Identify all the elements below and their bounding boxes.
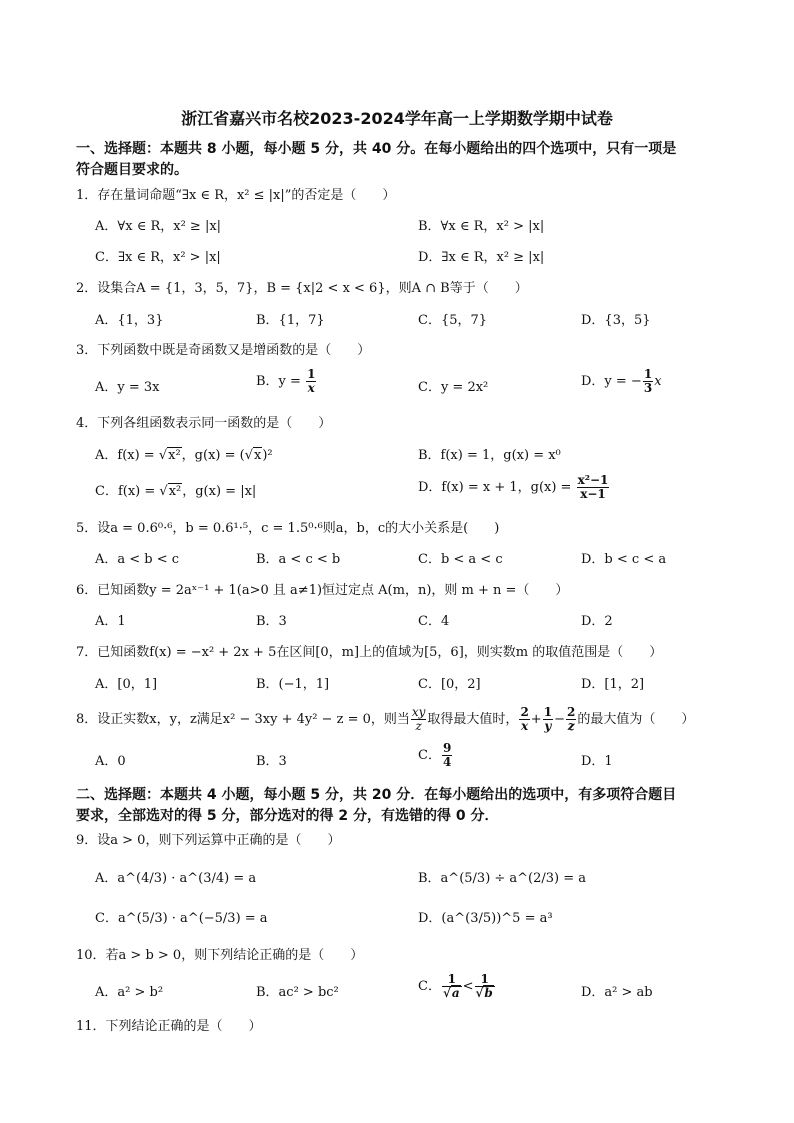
q10-option-b: B．ac² > bc² [256,985,339,1000]
section-2-heading: 二、选择题：本题共 4 小题，每小题 5 分，共 20 分．在每小题给出的选项中，有多项符合题目 要求，全部选对的得 5 分，部分选对的得 2 分，有选错的得 0 分． [76,787,677,824]
fraction: $\frac{1}{√b}$ [475,972,493,1000]
fraction: $\frac{1}{3}$ [643,367,653,395]
q5-option-a: A．a < b < c [95,552,180,567]
question-9: 9．设a > 0，则下列运算中正确的是（ ） [76,833,341,848]
question-8: 8．设正实数x，y，z满足x² − 3xy + 4y² − z = 0，则当 $\frac{xy}{z}$ 取得最大值时， $\frac{2}{x}$ + $\frac{1}{y}$ − $\frac{2}{z}$ 的最大值为（ ） [76,705,695,733]
exam-title: 浙江省嘉兴市名校2023-2024学年高一上学期数学期中试卷 [181,109,613,128]
q6-option-a: A．1 [95,614,126,629]
question-1: 1．存在量词命题“∃x ∈ R，x² ≤ |x|”的否定是（ ） [76,188,396,203]
q10-option-d: D．a² > ab [581,985,653,1000]
q9-option-c: C．a^(5/3) · a^(−5/3) = a [95,911,268,926]
q7-option-c: C．[0，2] [418,677,481,692]
q8-option-c: C． $\frac{9}{4}$ [418,741,452,769]
q5-option-c: C．b < a < c [418,552,503,567]
question-3: 3．下列函数中既是奇函数又是增函数的是（ ） [76,343,371,358]
q4-option-c: C．f(x) = √x²，g(x) = |x| [95,484,257,499]
q8-option-d: D．1 [581,754,613,769]
question-7: 7．已知函数f(x) = −x² + 2x + 5在区间[0，m]上的值域为[5，6]，则实数m 的取值范围是（ ） [76,645,663,660]
fraction: $\frac{1}{x}$ [307,367,316,395]
q2-option-b: B．{1，7} [256,313,325,328]
q9-option-b: B．a^(5/3) ÷ a^(2/3) = a [418,871,587,886]
fraction: $\frac{\text{x²−1}}{x-1}$ [577,473,609,501]
q5-option-b: B．a < c < b [256,552,341,567]
q3-option-c: C．y = 2x² [418,380,489,395]
q5-option-d: D．b < c < a [581,552,667,567]
q4-option-a: A．f(x) = √x²，g(x) = (√x)² [95,448,273,463]
q1-option-c: C．∃x ∈ R，x² > |x| [95,250,221,265]
question-10: 10．若a > b > 0，则下列结论正确的是（ ） [76,948,364,963]
q7-option-d: D．[1，2] [581,677,645,692]
q4-option-d: D．f(x) = x + 1，g(x) = $\frac{\text{x²−1}}{x-1}$ [418,473,609,501]
q6-option-d: D．2 [581,614,613,629]
question-6: 6．已知函数y = 2aˣ⁻¹ + 1(a>0 且 a≠1)恒过定点 A(m，n)，则 m + n =（ ） [76,583,569,598]
q4-option-b: B．f(x) = 1，g(x) = x⁰ [418,448,561,463]
fraction: $\frac{9}{4}$ [442,741,452,769]
q1-option-a: A．∀x ∈ R，x² ≥ |x| [95,219,222,234]
q9-option-d: D．(a^(3/5))^5 = a³ [418,911,553,926]
question-5: 5．设a = 0.6⁰·⁶，b = 0.6¹·⁵，c = 1.5⁰·⁶则a，b，c的大小关系是( ) [76,521,500,536]
q3-option-a: A．y = 3x [95,380,160,395]
q6-option-b: B．3 [256,614,287,629]
q3-option-b: B．y = $\frac{1}{x}$ [256,367,316,395]
fraction: $\frac{1}{y}$ [543,705,553,733]
fraction: $\frac{2}{z}$ [566,705,576,733]
q8-option-a: A．0 [95,754,126,769]
section-1-heading: 一、选择题：本题共 8 小题，每小题 5 分，共 40 分。在每小题给出的四个选项中，只有一项是 符合题目要求的。 [76,141,677,178]
fraction: $\frac{1}{√a}$ [442,972,460,1000]
fraction: $\frac{xy}{z}$ [411,705,426,733]
fraction: $\frac{2}{x}$ [520,705,529,733]
q8-option-b: B．3 [256,754,287,769]
q2-option-a: A．{1，3} [95,313,164,328]
q10-option-a: A．a² > b² [95,985,164,1000]
q1-option-d: D．∃x ∈ R，x² ≥ |x| [418,250,545,265]
q3-option-d: D．y = − $\frac{1}{3}$ x [581,367,662,395]
q6-option-c: C．4 [418,614,450,629]
q7-option-b: B．(−1，1] [256,677,330,692]
q9-option-a: A．a^(4/3) · a^(3/4) = a [95,871,257,886]
question-2: 2．设集合A = {1，3，5，7}，B = {x|2 < x < 6}，则A ∩ B等于（ ） [76,281,528,296]
q1-option-b: B．∀x ∈ R，x² > |x| [418,219,545,234]
question-4: 4．下列各组函数表示同一函数的是（ ） [76,416,332,431]
q2-option-d: D．{3，5} [581,313,651,328]
q7-option-a: A．[0，1] [95,677,158,692]
q10-option-c: C． $\frac{1}{√a}$ < $\frac{1}{√b}$ [418,972,493,1000]
q2-option-c: C．{5，7} [418,313,488,328]
question-11: 11．下列结论正确的是（ ） [76,1019,262,1034]
